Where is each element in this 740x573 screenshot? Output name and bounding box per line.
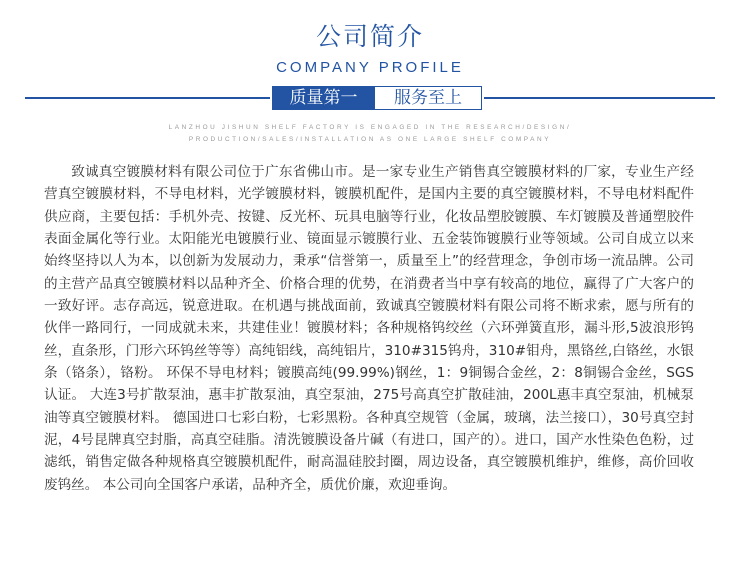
english-tagline	[110, 122, 630, 146]
tagline-line-1: LANZHOU JISHUN SHELF FACTORY IS ENGAGED IN THE RESEARCH/DESIGN/	[168, 124, 572, 131]
page-title: 公司简介	[315, 22, 424, 51]
tab-service-first[interactable]: 服务至上	[375, 86, 482, 110]
tab-group	[270, 86, 484, 110]
tab-quality-first[interactable]: 质量第一	[272, 86, 375, 110]
company-intro-paragraph: 致诚真空镀膜材料有限公司位于广东省佛山市。是一家专业生产销售真空镀膜材料的厂家，专业生产经营真空镀膜材料，不导电材料，光学镀膜材料，镀膜机配件，是国内主要的真空镀膜材料，不导电材料配件供应商，主要包括：手机外壳、按键、反光杯、玩具电脑等行业，化妆品塑胶镀膜、车灯镀膜及普通塑胶件表面金属化等行业。太阳能光电镀膜行业、镜面显示镀膜行业、五金装饰镀膜行业等领域。公司自成立以来始终坚持以人为本，以创新为发展动力，秉承“信誉第一，质量至上”的经营理念，争创市场一流品牌。公司的主营产品真空镀膜材料以品种齐全、价格合理的优势，在消费者当中享有较高的地位，赢得了广大客户的一致好评。志存高远，锐意进取。在机遇与挑战面前，致诚真空镀膜材料有限公司将不断求索，愿与所有的伙伴一路同行，一同成就未来，共建佳业！镀膜材料；各种规格钨绞丝（六环弹簧直形，漏斗形,5波浪形钨丝，直条形，门形六环钨丝等等）高纯铝线，高纯铝片，310#315钨舟，310#钼舟，黑铬丝,白铬丝，水银条（铬条），铬粉。 环保不导电材料；镀膜高纯(99.99%)钢丝，1：9铜锡合金丝，2：8铜锡合金丝，SGS认证。 大连3号扩散泵油，惠丰扩散泵油，真空泵油，275号高真空扩散硅油，200L惠丰真空泵油，机械泵油等真空镀膜材料。 德国进口七彩白粉，七彩黑粉。各种真空规管（金属，玻璃，法兰接口），30号真空封泥，4号昆牌真空封脂，高真空硅脂。清洗镀膜设备片碱（有进口，国产的）。进口，国产水性染色色粉，过滤纸，销售定做各种规格真空镀膜机配件，耐高温硅胶封圈，周边设备，真空镀膜机维护，维修，高价回收废钨丝。 本公司向全国客户承诺，品种齐全，质优价廉，欢迎垂询。	[44, 164, 694, 493]
tagline-line-2: PRODUCTION/SALES/INSTALLATION AS ONE LARGE SHELF COMPANY	[188, 136, 552, 143]
page-subtitle-en: COMPANY PROFILE	[276, 59, 464, 76]
